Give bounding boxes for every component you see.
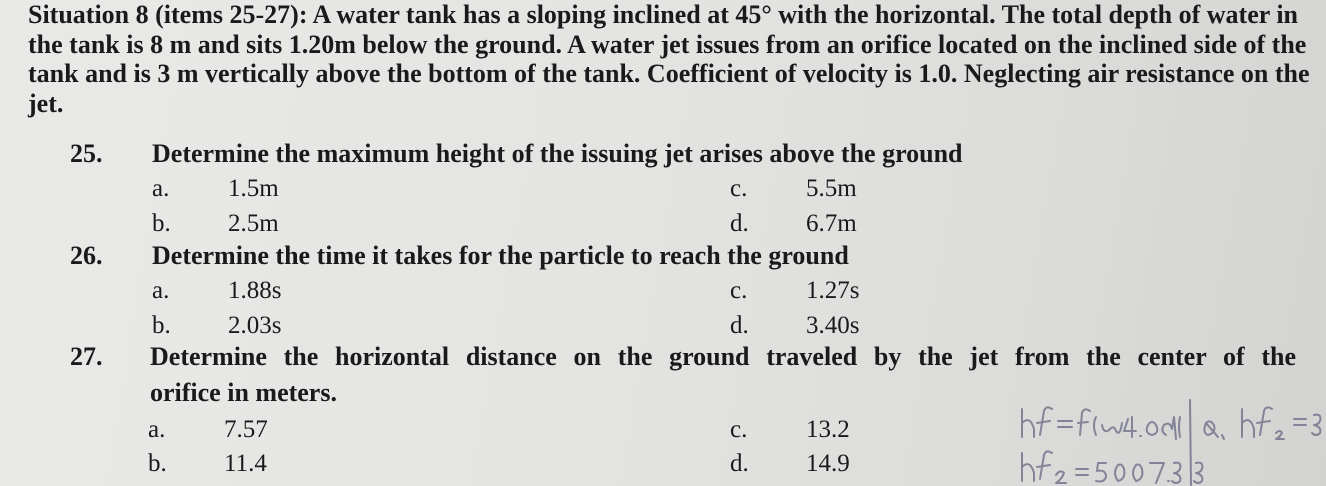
option-value: 6.7m	[806, 210, 857, 237]
option-value: 14.9	[806, 450, 850, 477]
option-letter: b.	[152, 210, 171, 237]
option-letter: d.	[730, 450, 749, 477]
question-text-continued: orifice in meters.	[150, 378, 337, 407]
option-value: 3.40s	[806, 312, 860, 339]
option-value: 1.5m	[228, 175, 279, 202]
option-letter: b.	[148, 450, 167, 477]
option-letter: b.	[152, 312, 171, 339]
option-letter: a.	[152, 175, 170, 202]
situation-intro: Situation 8 (items 25-27): A water tank has a sloping inclined at 45° with the horizontal. The total depth of water in the tank is 8 m and sits 1.20m below the ground. A water jet issues from an orifice located on the inclined side of the tank and is 3 m vertically above the bottom of the tank. Coefficient of velocity is 1.0. Neglecting air resistance on the jet.	[28, 0, 1310, 118]
question-number: 27.	[70, 342, 103, 371]
option-letter: d.	[730, 210, 749, 237]
option-value: 11.4	[224, 450, 267, 477]
option-letter: a.	[152, 277, 170, 304]
handwritten-notes	[1010, 395, 1326, 486]
option-value: 1.88s	[228, 277, 282, 304]
option-letter: c.	[730, 175, 748, 202]
option-value: 2.5m	[228, 210, 279, 237]
option-letter: a.	[148, 416, 166, 443]
question-number: 25.	[70, 139, 103, 168]
question-text: Determine the horizontal distance on the ground traveled by the jet from the center of the	[150, 342, 1296, 371]
option-value: 1.27s	[806, 277, 860, 304]
question-text: Determine the maximum height of the issuing jet arises above the ground	[152, 139, 963, 168]
option-value: 5.5m	[806, 175, 857, 202]
question-text: Determine the time it takes for the particle to reach the ground	[152, 241, 849, 270]
option-letter: d.	[730, 312, 749, 339]
option-value: 13.2	[806, 416, 850, 443]
option-letter: c.	[730, 277, 748, 304]
option-value: 7.57	[224, 416, 268, 443]
option-letter: c.	[730, 416, 748, 443]
option-value: 2.03s	[228, 312, 282, 339]
question-number: 26.	[70, 241, 103, 270]
